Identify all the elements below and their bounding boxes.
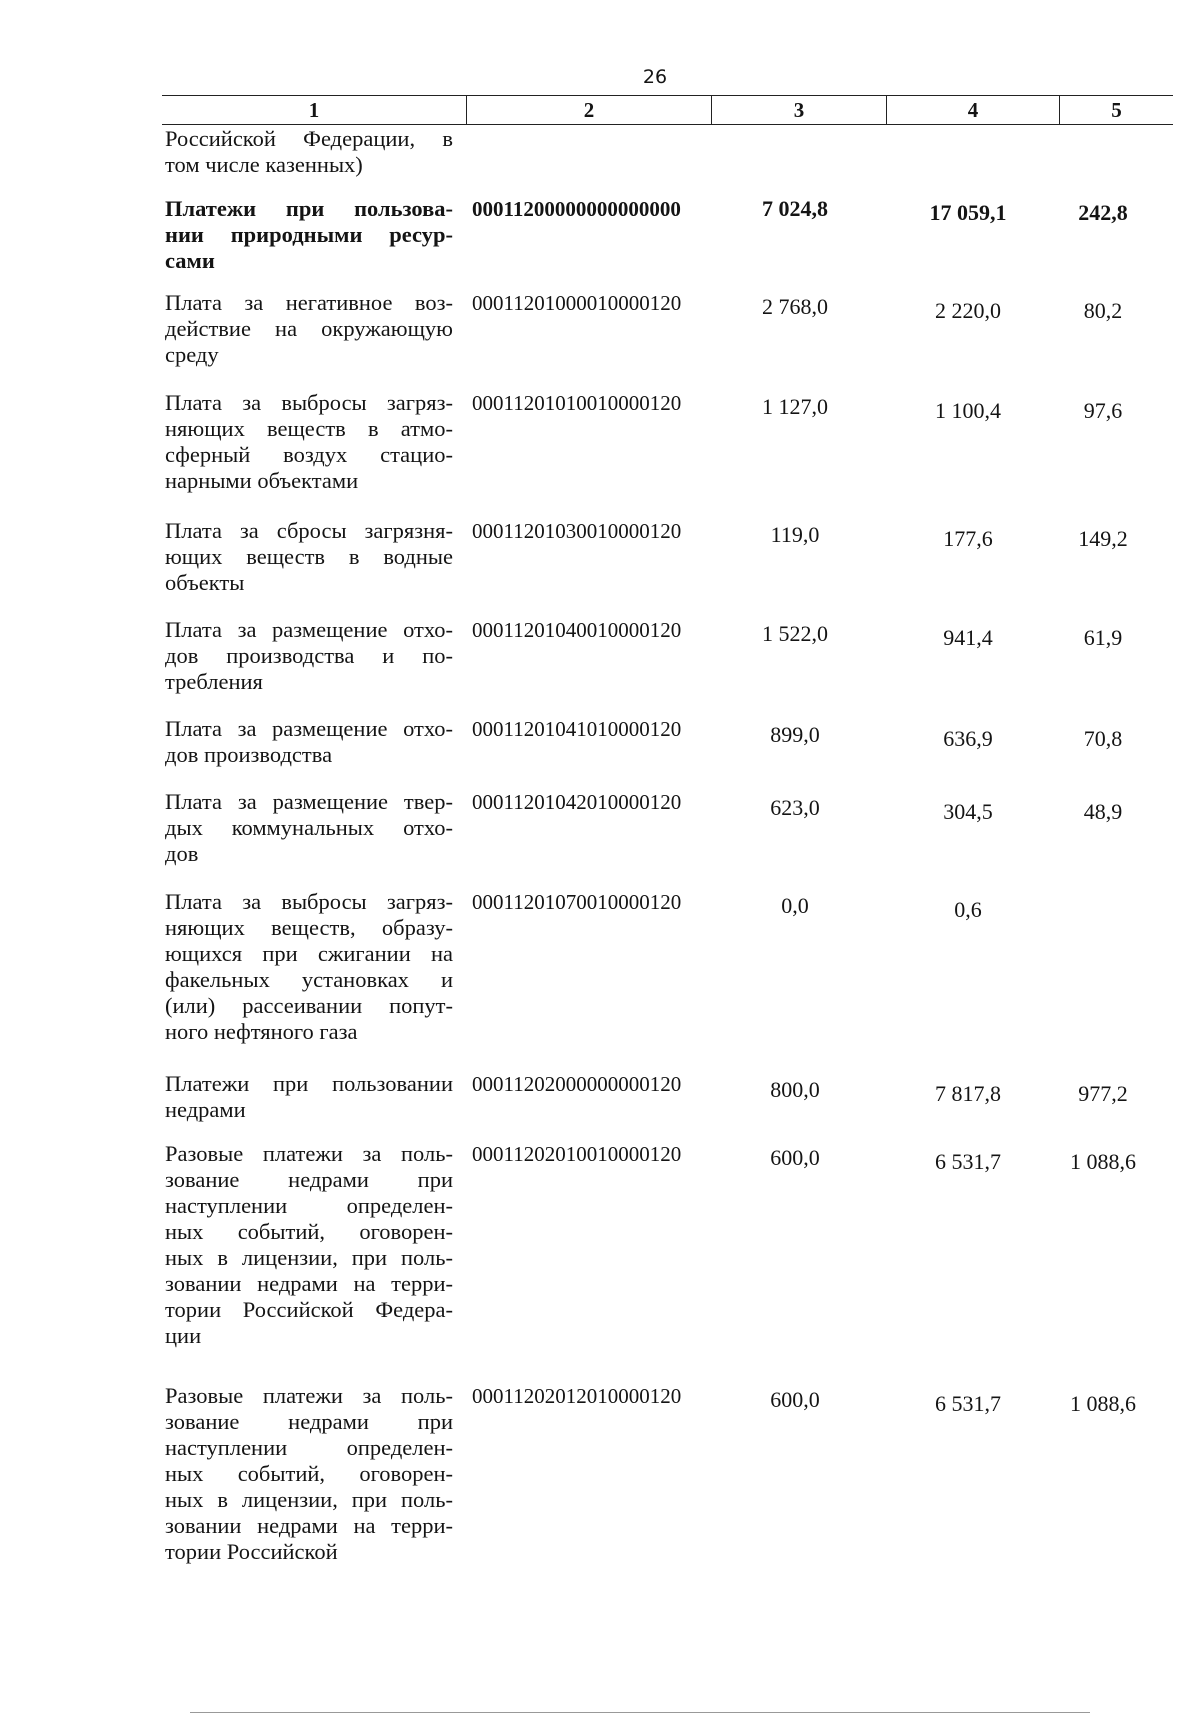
row-name-line: Платежи при пользовании xyxy=(165,1071,453,1096)
column-header-5: 5 xyxy=(1111,98,1122,122)
row-name-line: ющихся при сжигании на xyxy=(165,941,453,966)
row-value-col4: 177,6 xyxy=(943,526,993,551)
row-name-line: объекты xyxy=(165,570,245,595)
column-header-1: 1 xyxy=(162,96,467,124)
row-name xyxy=(165,889,453,1045)
row-name-line: среду xyxy=(165,342,219,367)
footer-divider xyxy=(190,1712,1090,1713)
row-name xyxy=(165,390,453,494)
row-name-line: няющих веществ в атмо- xyxy=(165,416,453,441)
row-name-line: факельных установках и xyxy=(165,967,453,992)
row-value-col3: 623,0 xyxy=(770,795,820,820)
row-name xyxy=(165,290,453,368)
row-value-col3: 7 024,8 xyxy=(762,196,828,221)
page-number: 26 xyxy=(642,66,668,88)
row-name-line: зование недрами при xyxy=(165,1167,453,1192)
row-value-col3: 600,0 xyxy=(770,1145,820,1170)
column-header-2: 2 xyxy=(467,96,712,124)
row-name-line: Платежи при пользова- xyxy=(165,196,453,221)
row-name-line: Плата за размещение отхо- xyxy=(165,617,453,642)
row-name-line: дов xyxy=(165,841,199,866)
row-value-col5: 977,2 xyxy=(1078,1081,1128,1106)
row-name xyxy=(165,716,453,768)
row-name-line: сферный воздух стацио- xyxy=(165,442,453,467)
row-value-col3: 899,0 xyxy=(770,722,820,747)
row-value-col5: 1 088,6 xyxy=(1070,1391,1136,1416)
row-code: 00011201010010000120 xyxy=(472,391,682,415)
row-name xyxy=(165,617,453,695)
row-name-line: ного нефтяного газа xyxy=(165,1019,358,1044)
row-value-col4: 6 531,7 xyxy=(935,1149,1001,1174)
row-name-line: нарными объектами xyxy=(165,468,359,493)
row-name-line: том числе казенных) xyxy=(165,152,363,177)
row-name-line: нии природными ресур- xyxy=(165,222,453,247)
row-name-line: няющих веществ, образу- xyxy=(165,915,453,940)
row-name-line: требления xyxy=(165,669,263,694)
row-value-col4: 2 220,0 xyxy=(935,298,1001,323)
row-value-col5: 1 088,6 xyxy=(1070,1149,1136,1174)
row-value-col3: 800,0 xyxy=(770,1077,820,1102)
row-name-line: ных событий, оговорен- xyxy=(165,1461,453,1486)
row-name xyxy=(165,518,453,596)
row-value-col4: 636,9 xyxy=(943,726,993,751)
row-code: 00011202012010000120 xyxy=(472,1384,682,1408)
row-value-col4: 1 100,4 xyxy=(935,398,1001,423)
row-name-line: недрами xyxy=(165,1097,246,1122)
column-header-3: 3 xyxy=(712,96,887,124)
row-name-line: Плата за сбросы загрязня- xyxy=(165,518,453,543)
row-value-col4: 941,4 xyxy=(943,625,993,650)
row-value-col3: 0,0 xyxy=(781,893,809,918)
row-value-col5: 61,9 xyxy=(1083,625,1123,650)
row-code: 00011202000000000120 xyxy=(472,1072,682,1096)
row-name-line: ющих веществ в водные xyxy=(165,544,453,569)
row-value-col3: 1 522,0 xyxy=(762,621,828,646)
row-code: 00011201041010000120 xyxy=(472,717,682,741)
row-name-line: тории Российской xyxy=(165,1539,338,1564)
row-name-line: Плата за негативное воз- xyxy=(165,290,453,315)
row-value-col4: 6 531,7 xyxy=(935,1391,1001,1416)
row-name xyxy=(165,1071,453,1123)
row-name-line: действие на окружающую xyxy=(165,316,453,341)
row-name-line: дых коммунальных отхо- xyxy=(165,815,453,840)
row-code: 00011201000010000120 xyxy=(472,291,682,315)
row-name-line: тории Российской Федера- xyxy=(165,1297,453,1322)
row-name-line: зовании недрами на терри- xyxy=(165,1513,453,1538)
row-name-line: Плата за размещение твер- xyxy=(165,789,453,814)
row-value-col3: 119,0 xyxy=(770,522,820,547)
row-value-col3: 600,0 xyxy=(770,1387,820,1412)
row-code: 00011200000000000000 xyxy=(472,197,681,221)
row-value-col5: 80,2 xyxy=(1083,298,1123,323)
row-name-line: дов производства xyxy=(165,742,333,767)
row-code: 00011201042010000120 xyxy=(472,790,682,814)
row-value-col3: 2 768,0 xyxy=(762,294,828,319)
row-value-col5: 149,2 xyxy=(1078,526,1128,551)
row-code: 00011201070010000120 xyxy=(472,890,682,914)
row-name-line: зовании недрами на терри- xyxy=(165,1271,453,1296)
row-name xyxy=(165,196,453,274)
row-value-col4: 304,5 xyxy=(943,799,993,824)
row-name-line: ных в лицензии, при поль- xyxy=(165,1487,453,1512)
row-value-col5: 97,6 xyxy=(1083,398,1123,423)
row-name-line: (или) рассеивании попут- xyxy=(165,993,453,1018)
row-value-col5: 70,8 xyxy=(1083,726,1123,751)
row-code: 00011201030010000120 xyxy=(472,519,682,543)
row-name-line: сами xyxy=(165,248,215,273)
row-name xyxy=(165,1141,453,1349)
row-name-line: Плата за выбросы загряз- xyxy=(165,390,453,415)
row-name xyxy=(165,126,453,178)
row-name-line: зование недрами при xyxy=(165,1409,453,1434)
row-name-line: ции xyxy=(165,1323,202,1348)
column-header-4: 4 xyxy=(887,96,1060,124)
row-name-line: наступлении определен- xyxy=(165,1435,453,1460)
row-value-col4: 17 059,1 xyxy=(929,200,1007,225)
row-value-col3: 1 127,0 xyxy=(762,394,828,419)
row-code: 00011202010010000120 xyxy=(472,1142,682,1166)
row-name-line: ных в лицензии, при поль- xyxy=(165,1245,453,1270)
row-name-line: Плата за размещение отхо- xyxy=(165,716,453,741)
row-name-line: Разовые платежи за поль- xyxy=(165,1141,453,1166)
row-name-line: наступлении определен- xyxy=(165,1193,453,1218)
row-value-col5: 242,8 xyxy=(1078,200,1128,225)
row-name-line: ных событий, оговорен- xyxy=(165,1219,453,1244)
row-name xyxy=(165,789,453,867)
row-value-col5: 48,9 xyxy=(1083,799,1123,824)
row-name-line: Разовые платежи за поль- xyxy=(165,1383,453,1408)
row-code: 00011201040010000120 xyxy=(472,618,682,642)
row-value-col4: 0,6 xyxy=(954,897,982,922)
row-value-col4: 7 817,8 xyxy=(935,1081,1001,1106)
row-name-line: Российской Федерации, в xyxy=(165,126,453,151)
row-name-line: дов производства и по- xyxy=(165,643,453,668)
row-name-line: Плата за выбросы загряз- xyxy=(165,889,453,914)
row-name xyxy=(165,1383,453,1565)
